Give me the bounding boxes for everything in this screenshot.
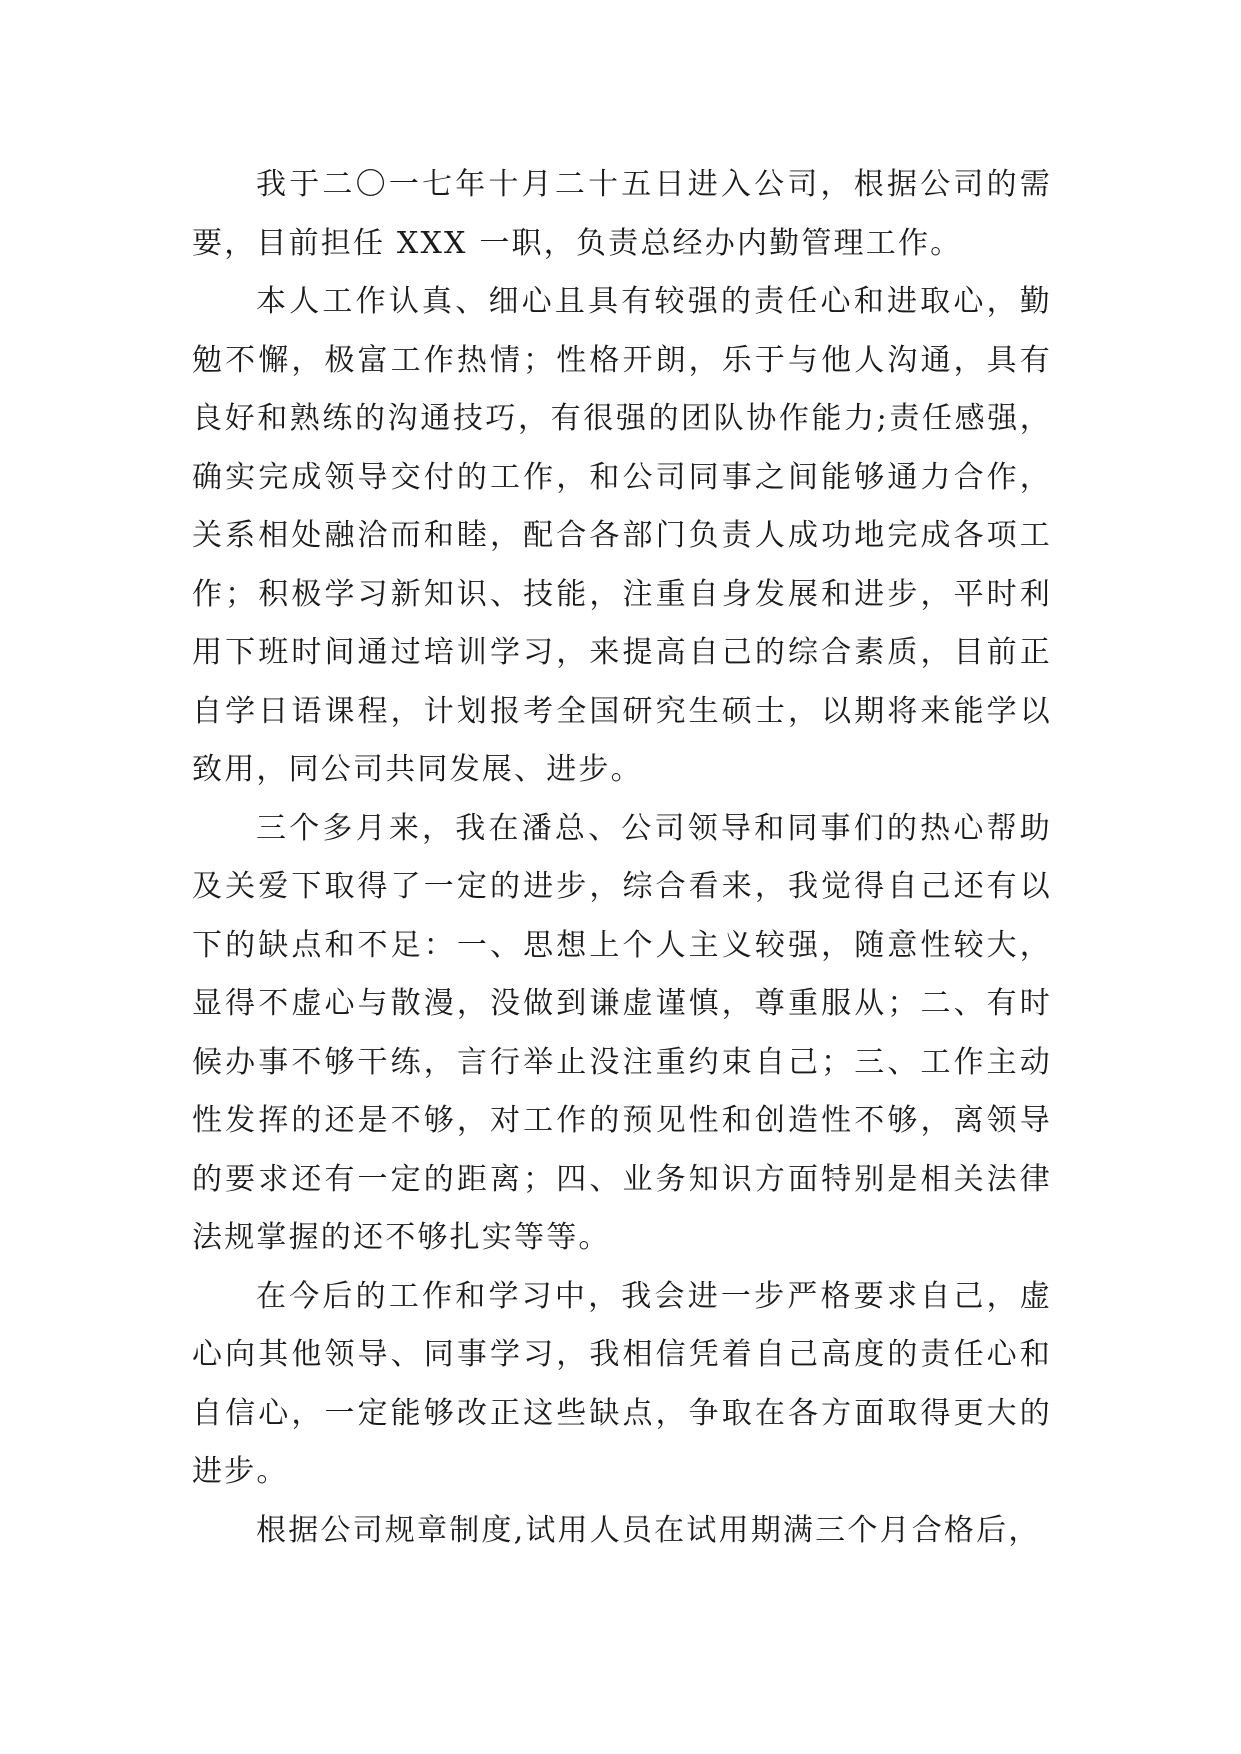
paragraph-1: 我于二〇一七年十月二十五日进入公司，根据公司的需要，目前担任 XXX 一职，负责总经办内勤管理工作。 xyxy=(192,167,1052,261)
paragraph-5: 根据公司规章制度,试用人员在试用期满三个月合格后， xyxy=(256,1512,1041,1548)
paragraph-3: 三个多月来，我在潘总、公司领导和同事们的热心帮助及关爱下取得了一定的进步，综合看来，我觉得自己还有以下的缺点和不足：一、思想上个人主义较强，随意性较大，显得不虚心与散漫，没做到谦虚谨慎，尊重服从；二、有时候办事不够干练，言行举止没注重约束自己；三、工作主动性发挥的还是不够，对工作的预见性和创造性不够，离领导的要求还有一定的距离；四、业务知识方面特别是相关法律法规掌握的还不够扎实等等。 xyxy=(192,810,1052,1255)
document-body xyxy=(192,156,1052,1560)
paragraph-2: 本人工作认真、细心且具有较强的责任心和进取心，勤勉不懈，极富工作热情；性格开朗，乐于与他人沟通，具有良好和熟练的沟通技巧，有很强的团队协作能力;责任感强，确实完成领导交付的工作，和公司同事之间能够通力合作，关系相处融洽而和睦，配合各部门负责人成功地完成各项工作；积极学习新知识、技能，注重自身发展和进步，平时利用下班时间通过培训学习，来提高自己的综合素质，目前正自学日语课程，计划报考全国研究生硕士，以期将来能学以致用，同公司共同发展、进步。 xyxy=(192,284,1052,787)
paragraph-4: 在今后的工作和学习中，我会进一步严格要求自己，虚心向其他领导、同事学习，我相信凭着自己高度的责任心和自信心，一定能够改正这些缺点，争取在各方面取得更大的进步。 xyxy=(192,1278,1052,1489)
